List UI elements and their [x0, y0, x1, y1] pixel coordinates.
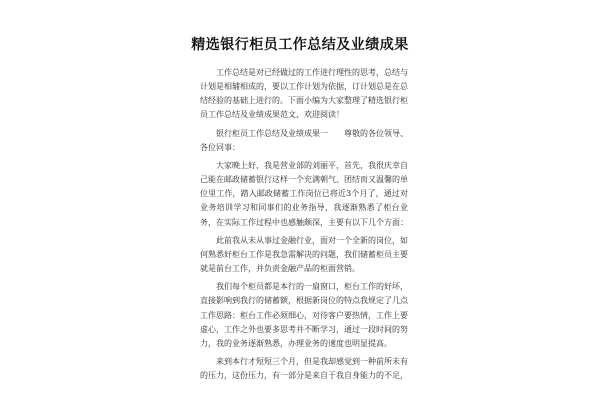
paragraph-greeting: 大家晚上好，我是营业部的刘丽平，首先，我很庆幸自己能在邮政储蓄银行这样一个充满朝气、团结而又温馨的单位里工作，踏入邮政储蓄工作岗位已将近3个月了，通过对业务培训学习和同事们的业务指导，我逐渐熟悉了柜台业务，在实际工作过程中也感触颇深，主要有以下几个方面：: [200, 160, 408, 227]
paragraph-section-heading: 银行柜员工作总结及业绩成果一 尊敬的各位领导、各位同事：: [200, 128, 408, 152]
document-title: 精选银行柜员工作总结及业绩成果: [191, 37, 409, 53]
paragraph-intro: 工作总结是对已经做过的工作进行理性的思考，总结与计划是相辅相成的，要以工作计划为依据，订计划总是在总结经验的基础上进行的。下面小编为大家整理了精选银行柜员工作总结及业绩成果范文，欢迎阅读！: [200, 68, 408, 120]
document-body: [200, 66, 408, 383]
paragraph-new-role: 此前我从未从事过金融行业，面对一个全新的岗位，如何熟悉好柜台工作是我急需解决的问题，我们储蓄柜员主要就是前台工作，并负责金融产品的柜面营销。: [200, 235, 408, 274]
paragraph-pressure: 来到本行才短短三个月，但是我却感觉到一种前所未有的压力，这份压力，有一部分是来自于我自身能力的不足，: [200, 356, 408, 381]
paragraph-counter-work: 我们每个柜员都是本行的一扇窗口，柜台工作的好坏，直接影响到我行的储蓄额，根据新岗位的特点我规定了几点工作思路：柜台工作必须细心，对待客户要热情，工作上要虚心，工作之外也要多思考并不断学习，通过一段时间的努力，我的业务逐渐熟悉，办理业务的速度也明显提高。: [200, 282, 408, 348]
